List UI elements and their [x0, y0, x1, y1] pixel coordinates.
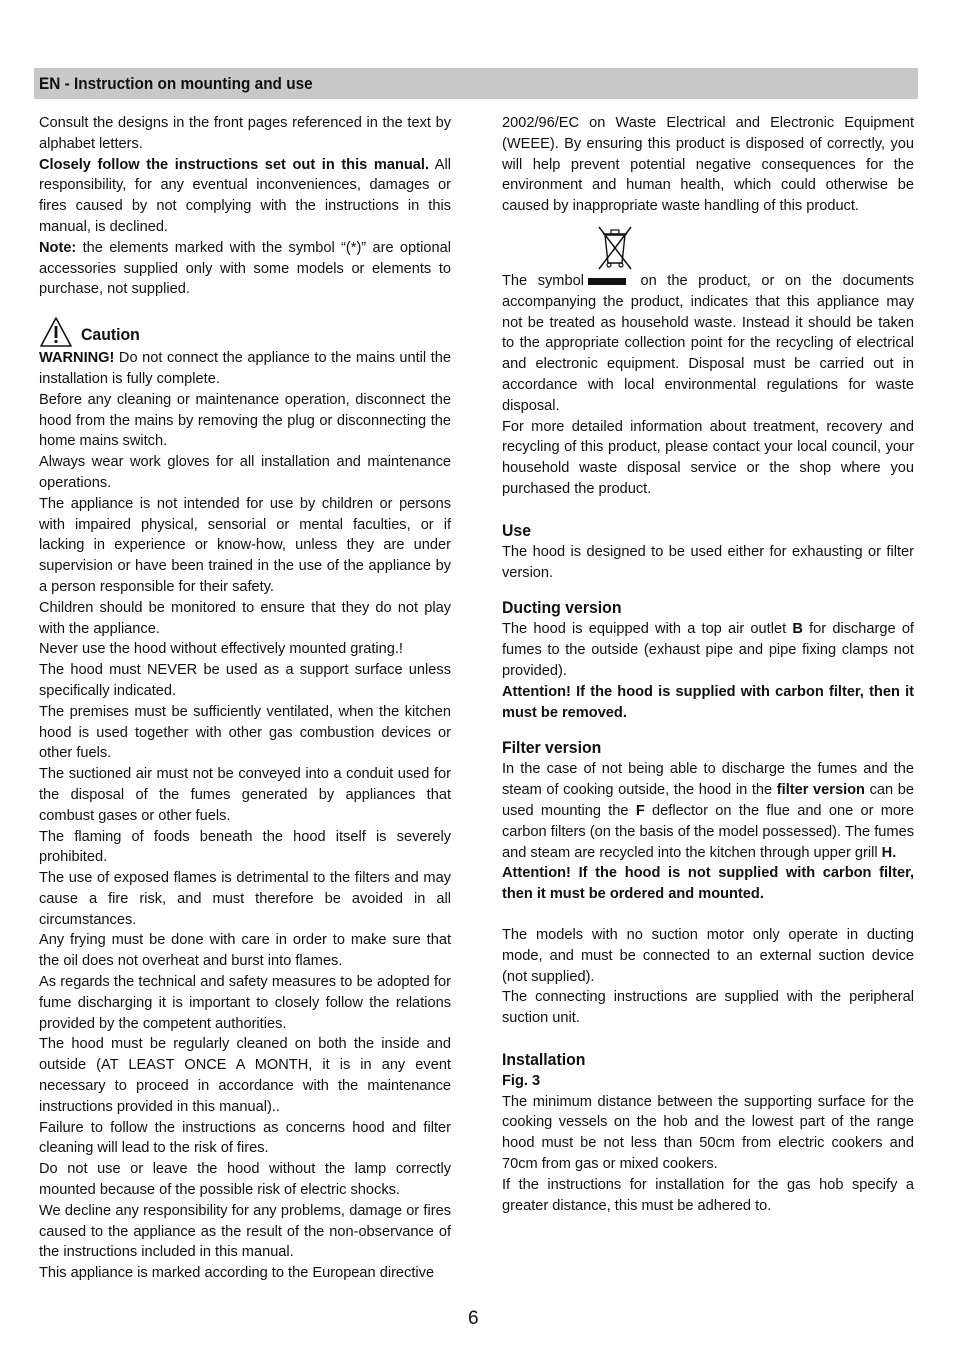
crossed-bin-icon — [594, 223, 636, 271]
ducting-post: for discharge of fumes to the outside (exhaust pipe and pipe fixing clamps not provided). — [502, 621, 914, 679]
support-paragraph: The hood must NEVER be used as a support surface unless specifically indicated. — [39, 662, 451, 699]
filter-mid: can be used mounting the — [502, 782, 914, 819]
cleaned-paragraph: The hood must be regularly cleaned on both the inside and outside (AT LEAST ONCE A MONTH, it is in any event necessary to proceed in accordance with the maintenance instructions provided in this manual).. — [39, 1036, 451, 1115]
flames-paragraph: The use of exposed flames is detrimental to the filters and may cause a fire risk, and must therefore be avoided in all circumstances. — [39, 870, 451, 928]
warning-text: Do not connect the appliance to the mains until the installation is fully complete. — [39, 350, 451, 387]
section-header-bar — [34, 68, 918, 99]
gloves-paragraph: Always wear work gloves for all installation and maintenance operations. — [39, 454, 451, 491]
note-paragraph — [39, 238, 451, 300]
ducting-paragraph — [502, 619, 914, 681]
black-bar-symbol-icon — [588, 278, 626, 285]
filter-pre: In the case of not being able to discharge the fumes and the steam of cooking outside, the hood in the — [502, 761, 914, 799]
children-use-paragraph: The appliance is not intended for use by children or persons with impaired physical, sensorial or mental faculties, or if lacking in experience or know-how, unless they are under supervision or have been trained in the use of the appliance by a person responsible for their safety. — [39, 495, 451, 595]
conduit-paragraph: The suctioned air must not be conveyed into a conduit used for the disposal of the fumes generated by appliances that combust gases or other fuels. — [39, 766, 451, 824]
installation-fig — [502, 1071, 914, 1092]
page-number: 6 — [468, 1308, 479, 1329]
intro-paragraph: Consult the designs in the front pages referenced in the text by alphabet letters. — [39, 115, 451, 152]
installation-paragraph: The minimum distance between the supporting surface for the cooking vessels on the hob and the lowest part of the range hood must be not less than 50cm from electric cookers and 70cm from gas or mixed cookers. — [502, 1093, 914, 1173]
section-title: EN - Instruction on mounting and use — [39, 75, 313, 93]
right-column — [502, 113, 914, 1216]
filter-attention-text: Attention! If the hood is not supplied with carbon filter, then it must be ordered and mounted. — [502, 865, 914, 903]
weee-paragraph: 2002/96/EC on Waste Electrical and Electronic Equipment (WEEE). By ensuring this product is disposed of correctly, you will help prevent potential negative consequences for the environment and human health, which could otherwise be caused by inappropriate waste handling of this product. — [502, 115, 914, 215]
filter-h: H. — [881, 844, 897, 861]
filter-f: F — [635, 802, 645, 819]
grating-paragraph: Never use the hood without effectively mounted grating.! — [39, 641, 403, 658]
flaming-paragraph: The flaming of foods beneath the hood itself is severely prohibited. — [39, 828, 451, 866]
symbol-pre-text: The symbol — [502, 272, 584, 289]
cleaning-paragraph: Before any cleaning or maintenance operation, disconnect the hood from the mains by removing the plug or disconnecting the home mains switch. — [39, 391, 451, 450]
installation-title: Installation — [502, 1049, 586, 1069]
connecting-paragraph: The connecting instructions are supplied with the peripheral suction unit. — [502, 989, 914, 1027]
warning-triangle-icon — [39, 316, 73, 348]
frying-paragraph: Any frying must be done with care in order to make sure that the oil does not overheat and burst into flames. — [39, 932, 451, 970]
failure-paragraph: Failure to follow the instructions as concerns hood and filter cleaning will lead to the risk of fires. — [39, 1119, 451, 1157]
ducting-attention — [502, 682, 914, 724]
follow-bold: Closely follow the instructions set out in this manual. — [39, 156, 429, 173]
caution-title: Caution — [81, 325, 140, 345]
filter-attention — [502, 863, 914, 905]
symbol-paragraph — [502, 271, 914, 417]
models-paragraph: The models with no suction motor only operate in ducting mode, and must be connected to an external suction device (not supplied). — [502, 926, 914, 985]
installation-fig-label: Fig. 3 — [502, 1072, 541, 1089]
filter-bold: filter version — [776, 782, 865, 799]
children-monitor-paragraph: Children should be monitored to ensure that they do not play with the appliance. — [39, 599, 451, 637]
lamp-paragraph: Do not use or leave the hood without the lamp correctly mounted because of the possible risk of electric shocks. — [39, 1161, 451, 1199]
marked-paragraph: This appliance is marked according to the European directive — [39, 1265, 435, 1282]
ducting-pre: The hood is equipped with a top air outlet — [502, 621, 793, 638]
decline-paragraph: We decline any responsibility for any problems, damage or fires caused to the appliance as the result of the non-observance of the instructions included in this manual. — [39, 1202, 451, 1261]
caution-heading — [39, 312, 451, 348]
follow-rest: All responsibility, for any eventual inconveniences, damages or fires caused by not complying with the instructions in this manual, is declined. — [39, 156, 451, 235]
ducting-b: B — [792, 621, 803, 638]
filter-title: Filter version — [502, 738, 602, 758]
use-paragraph: The hood is designed to be used either for exhausting or filter version. — [502, 543, 914, 581]
ducting-title: Ducting version — [502, 598, 622, 618]
ducting-attention-text: Attention! If the hood is supplied with carbon filter, then it must be removed. — [502, 683, 914, 721]
installation-paragraph-2: If the instructions for installation for the gas hob specify a greater distance, this must be adhered to. — [502, 1176, 914, 1214]
more-info-paragraph: For more detailed information about treatment, recovery and recycling of this product, please contact your local council, your household waste disposal service or the shop where you purchased the product. — [502, 418, 914, 497]
note-label: Note: — [39, 239, 77, 256]
measures-paragraph: As regards the technical and safety measures to be adopted for fume discharging it is important to closely follow the relations provided by the competent authorities. — [39, 974, 451, 1032]
filter-paragraph — [502, 759, 914, 863]
symbol-post-text: on the product, or on the documents accompanying the product, indicates that this appliance may not be treated as household waste. Instead it should be taken to the appropriate collection point for the recycling of electrical and electronic equipment. Disposal must be carried out in accordance with local environmental regulations for waste disposal. — [502, 272, 914, 414]
filter-post: deflector on the flue and one or more carbon filters (on the basis of the model possessed). The fumes and steam are recycled into the kitchen through upper grill — [502, 802, 914, 861]
use-title: Use — [502, 520, 532, 540]
ventilated-paragraph: The premises must be sufficiently ventilated, when the kitchen hood is used together with other gas combustion devices or other fuels. — [39, 703, 451, 762]
left-column — [39, 113, 451, 1284]
weee-symbol-area — [502, 223, 914, 271]
warning-paragraph — [39, 348, 451, 390]
warning-label: WARNING! — [39, 350, 115, 367]
follow-paragraph — [39, 155, 451, 238]
note-text: the elements marked with the symbol “(*)” are optional accessories supplied only with some models or elements to purchase, not supplied. — [39, 239, 451, 298]
